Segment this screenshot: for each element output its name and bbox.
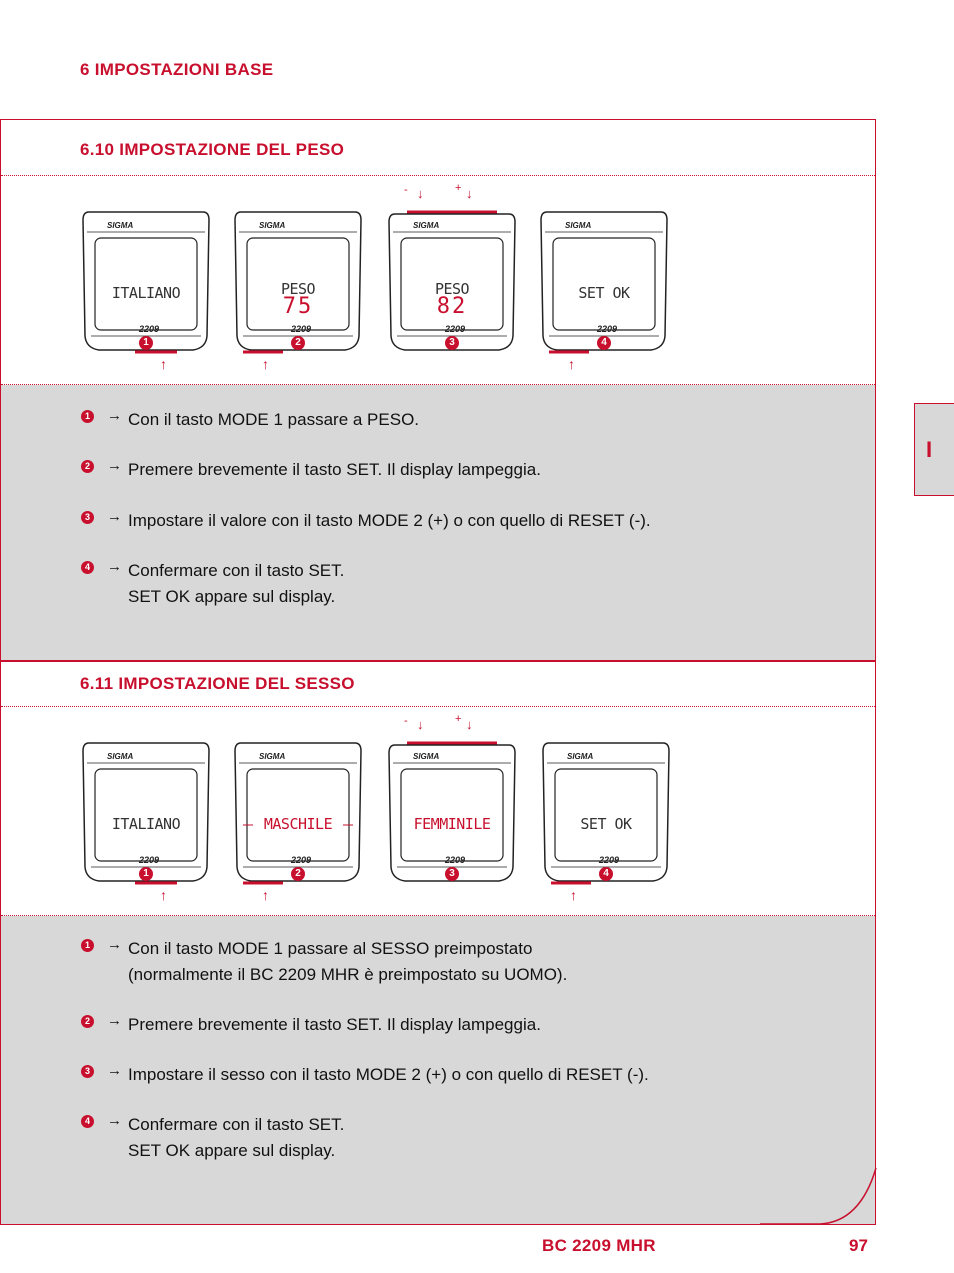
device-3: [387, 208, 517, 354]
device-4: [541, 739, 671, 885]
device-screen-text: MASCHILE: [263, 815, 333, 833]
step-text-line2: SET OK appare sul display.: [128, 587, 336, 606]
device-model: 2209: [599, 855, 620, 865]
device-1: [81, 208, 211, 354]
arrow-right-icon: →: [107, 1012, 122, 1029]
device-screen-text: ITALIANO: [111, 815, 181, 833]
down-arrow-icon: ↓: [417, 717, 424, 732]
device-model: 2209: [139, 855, 160, 865]
arrow-right-icon: →: [107, 1112, 122, 1129]
step-text: Impostare il sesso con il tasto MODE 2 (+) o con quello di RESET (-).: [128, 1065, 649, 1084]
step-text: Premere brevemente il tasto SET. Il display lampeggia.: [128, 1015, 541, 1034]
chapter-title: 6 IMPOSTAZIONI BASE: [80, 60, 274, 79]
footer-product-name: BC 2209 MHR: [542, 1236, 656, 1255]
up-arrow-icon: ↑: [568, 356, 575, 372]
device-screen-text: SET OK: [580, 815, 632, 833]
device-2: [233, 208, 363, 354]
step-number-badge: 4: [81, 561, 94, 574]
sigma-logo: SIGMA: [107, 752, 134, 761]
step-text: Con il tasto MODE 1 passare a PESO.: [128, 410, 420, 429]
arrow-right-icon: →: [107, 1062, 122, 1079]
section-gender-header: [1, 654, 875, 710]
up-arrow-icon: ↑: [160, 887, 167, 903]
sigma-logo: SIGMA: [107, 221, 134, 230]
step-number-badge: 2: [81, 1015, 94, 1028]
up-arrow-icon: ↑: [262, 887, 269, 903]
step-text: Confermare con il tasto SET.: [128, 1115, 345, 1134]
step-badge: 1: [139, 867, 153, 881]
language-side-tab: [914, 403, 954, 496]
side-tab-label: I: [926, 437, 933, 462]
step-text-line2: (normalmente il BC 2209 MHR è preimpostato su UOMO).: [128, 965, 568, 984]
step-text: Impostare il valore con il tasto MODE 2 (+) o con quello di RESET (-).: [128, 511, 651, 530]
device-screen-text: PESO: [434, 280, 470, 298]
step-text: Con il tasto MODE 1 passare al SESSO preimpostato: [128, 939, 533, 958]
section-weight-header: [1, 120, 875, 176]
step-text: Premere brevemente il tasto SET. Il display lampeggia.: [128, 460, 541, 479]
device-model: 2209: [139, 324, 160, 334]
device-screen-number: 75: [282, 294, 314, 319]
down-arrow-icon: ↓: [466, 186, 473, 201]
sigma-logo: SIGMA: [567, 752, 594, 761]
section-gender-title: 6.11 IMPOSTAZIONE DEL SESSO: [80, 674, 355, 693]
step-badge: 4: [599, 867, 613, 881]
step-badge: 2: [291, 336, 305, 350]
down-arrow-icon: ↓: [466, 717, 473, 732]
sigma-logo: SIGMA: [259, 221, 286, 230]
plus-mark: +: [455, 182, 462, 194]
minus-mark: -: [404, 715, 408, 727]
sigma-logo: SIGMA: [413, 221, 440, 230]
step-text: Confermare con il tasto SET.: [128, 561, 345, 580]
arrow-right-icon: →: [107, 457, 122, 474]
step-number-badge: 3: [81, 1065, 94, 1078]
step-badge: 3: [445, 336, 459, 350]
device-model: 2209: [445, 855, 466, 865]
device-3: [387, 739, 517, 885]
section-weight-devices: [1, 176, 875, 384]
device-model: 2209: [597, 324, 618, 334]
up-arrow-icon: ↑: [262, 356, 269, 372]
device-screen-number: 82: [436, 294, 468, 319]
step-number-badge: 1: [81, 939, 94, 952]
arrow-right-icon: →: [107, 407, 122, 424]
arrow-right-icon: →: [107, 508, 122, 525]
device-2: [233, 739, 363, 885]
content-frame: [0, 119, 876, 1225]
section-gender-steps-panel: [1, 916, 875, 1224]
sigma-logo: SIGMA: [413, 752, 440, 761]
up-arrow-icon: ↑: [160, 356, 167, 372]
step-number-badge: 1: [81, 410, 94, 423]
device-screen-text: ITALIANO: [111, 284, 181, 302]
footer-page-number: 97: [849, 1236, 868, 1255]
plus-mark: +: [455, 713, 462, 725]
device-model: 2209: [291, 855, 312, 865]
section-gender-devices: [1, 707, 875, 915]
up-arrow-icon: ↑: [570, 887, 577, 903]
step-number-badge: 2: [81, 460, 94, 473]
sigma-logo: SIGMA: [259, 752, 286, 761]
device-1: [81, 739, 211, 885]
section-weight-title: 6.10 IMPOSTAZIONE DEL PESO: [80, 140, 345, 159]
device-model: 2209: [445, 324, 466, 334]
device-screen-text: SET OK: [578, 284, 630, 302]
step-badge: 2: [291, 867, 305, 881]
step-badge: 4: [597, 336, 611, 350]
step-number-badge: 3: [81, 511, 94, 524]
device-4: [539, 208, 669, 354]
step-text-line2: SET OK appare sul display.: [128, 1141, 336, 1160]
step-number-badge: 4: [81, 1115, 94, 1128]
device-screen-text: FEMMINILE: [413, 815, 491, 833]
sigma-logo: SIGMA: [565, 221, 592, 230]
arrow-right-icon: →: [107, 936, 122, 953]
step-badge: 3: [445, 867, 459, 881]
corner-curve: [760, 1160, 880, 1230]
down-arrow-icon: ↓: [417, 186, 424, 201]
device-model: 2209: [291, 324, 312, 334]
section-weight-steps-panel: [1, 385, 875, 660]
device-screen-text: PESO: [280, 280, 316, 298]
minus-mark: -: [404, 184, 408, 196]
step-badge: 1: [139, 336, 153, 350]
arrow-right-icon: →: [107, 558, 122, 575]
